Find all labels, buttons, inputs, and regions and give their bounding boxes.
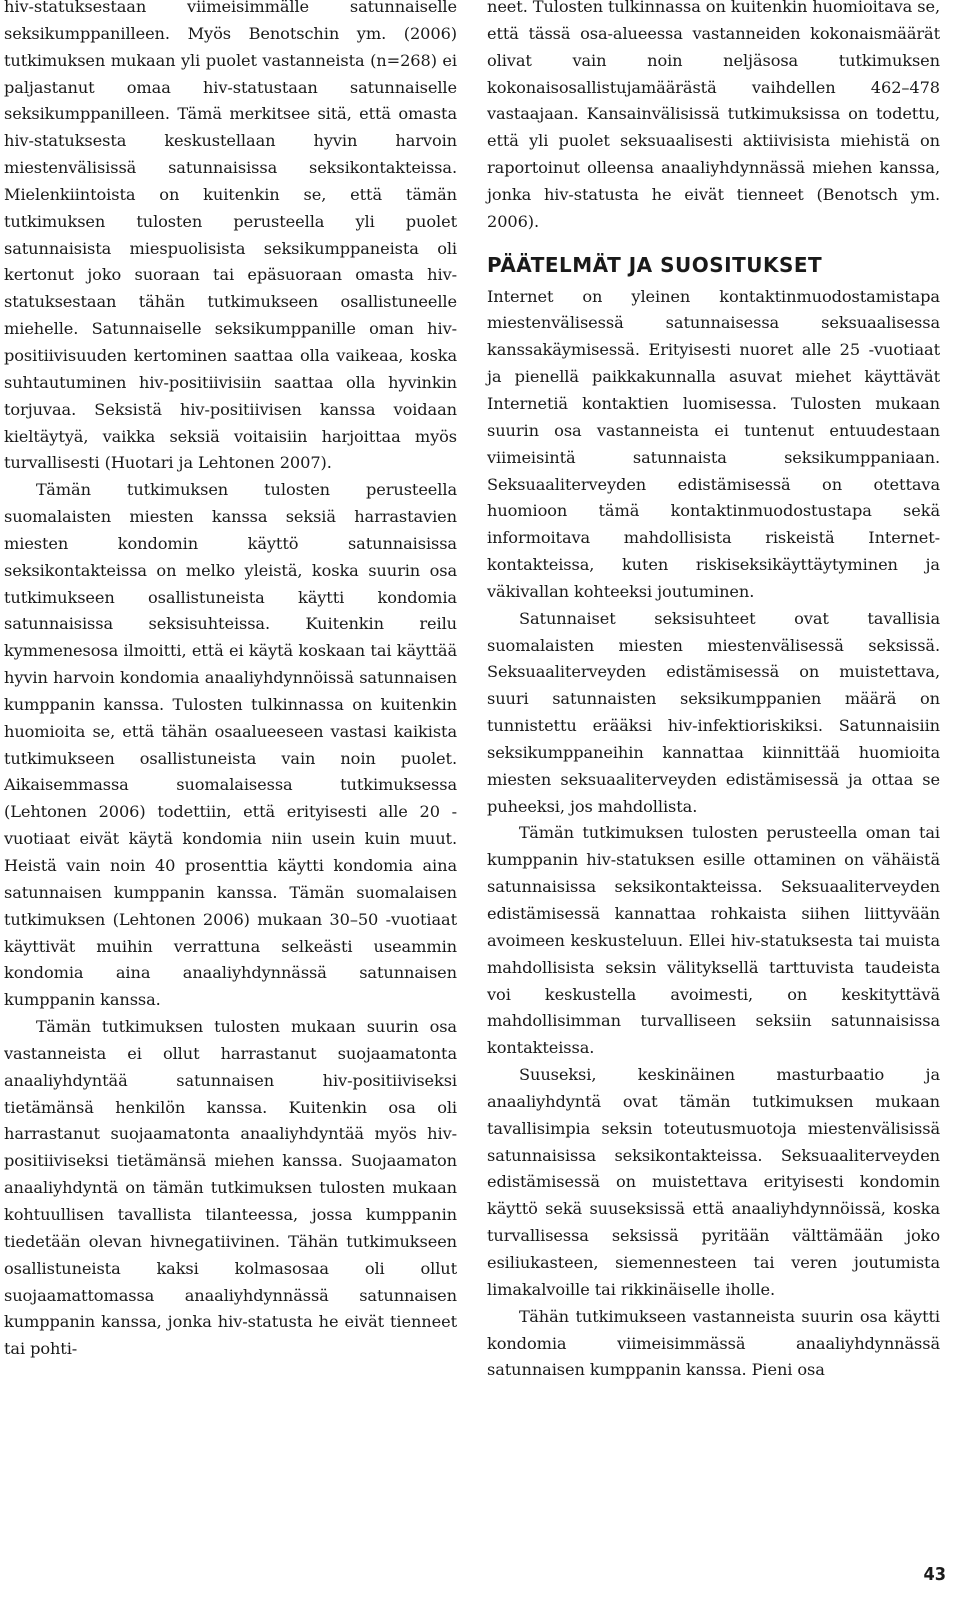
right-column bbox=[487, 0, 940, 1384]
body-paragraph: Tähän tutkimukseen vastanneista suurin osa käytti kondomia viimeisimmässä anaaliyhdynnässä satunnaisen kumppanin kanssa. Pieni osa bbox=[487, 1306, 940, 1380]
body-paragraph: Tämän tutkimuksen tulosten perusteella oman tai kumppanin hiv-statuksen esille ottaminen on vähäistä satunnaisissa seksikontakteissa. Seksuaaliterveyden edistämisessä kannattaa rohkaista siihen liittyvään avoimeen keskusteluun. Ellei hiv-statuksesta tai muista mahdollisista seksin välityksellä tarttuvista taudeista voi keskustella avoimesti, on keskityttävä mahdollisimman turvalliseen seksiin satunnaisissa kontakteissa. bbox=[487, 823, 940, 1058]
left-column bbox=[4, 0, 457, 1363]
body-paragraph: neet. Tulosten tulkinnassa on kuitenkin huomioitava se, että tässä osa-alueessa vastanneiden kokonaismäärät olivat vain noin neljäsosa tutkimuksen kokonaisosallistujamäärästä vaihdellen 462–478 vastaajaan. Kansainvälisissä tutkimuksissa on todettu, että yli puolet seksuaalisesti aktiivisista miehistä on raportoinut olleensa anaaliyhdynnässä miehen kanssa, jonka hiv-statusta he eivät tienneet (Benotsch ym. 2006). bbox=[487, 0, 940, 231]
body-paragraph: Internet on yleinen kontaktinmuodostamistapa miestenvälisessä satunnaisessa seksuaalisessa kanssakäymisessä. Erityisesti nuoret alle 25 -vuotiaat ja pienellä paikkakunnalla asuvat miehet käyttävät Internetiä kontaktien luomisessa. Tulosten mukaan suurin osa vastanneista ei tuntenut entuudestaan viimeisintä satunnaista seksikumppaniaan. Seksuaaliterveyden edistämisessä on otettava huomioon tämä kontaktinmuodostustapa sekä informoitava mahdollisista riskeistä Internet-kontakteissa, kuten riskiseksikäyttäytyminen ja väkivallan kohteeksi joutuminen. bbox=[487, 286, 940, 601]
body-paragraph: Tämän tutkimuksen tulosten mukaan suurin osa vastanneista ei ollut harrastanut suojaamatonta anaaliyhdyntää satunnaisen hiv-positiiviseksi tietämänsä henkilön kanssa. Kuitenkin osa oli harrastanut suojaamatonta anaaliyhdyntää myös hiv-positiiviseksi tietämänsä miehen kanssa. Suojaamaton anaaliyhdyntä on tämän tutkimuksen tulosten mukaan kohtuullisen tavallista tilanteessa, jossa kumppanin tiedetään olevan hivnegatiivinen. Tähän tutkimukseen osallistuneista kaksi kolmasosaa oli ollut suojaamattomassa anaaliyhdynnässä satunnaisen kumppanin kanssa, jonka hiv-statusta he eivät tienneet tai pohti- bbox=[4, 1017, 457, 1359]
page-number: 43 bbox=[923, 1564, 946, 1585]
body-paragraph: Suuseksi, keskinäinen masturbaatio ja anaaliyhdyntä ovat tämän tutkimuksen mukaan tavallisimpia seksin toteutusmuotoja miestenvälisissä satunnaisissa seksikontakteissa. Seksuaaliterveyden edistämisessä on muistettava erityisesti kondomin käyttö sekä suuseksissä että anaaliyhdynnöissä, koska turvallisessa seksissä pyritään välttämään joko esiliukasteen, siemennesteen tai veren joutumista limakalvoille tai rikkinäiselle iholle. bbox=[487, 1065, 940, 1299]
body-paragraph: hiv-statuksestaan viimeisimmälle satunnaiselle seksikumppanilleen. Myös Benotschin ym. (2006) tutkimuksen mukaan yli puolet vastanneista (n=268) ei paljastanut omaa hiv-statustaan satunnaiselle seksikumppanilleen. Tämä merkitsee sitä, että omasta hiv-statuksesta keskustellaan hyvin harvoin miestenvälisissä satunnaisissa seksikontakteissa. Mielenkiintoista on kuitenkin se, että tämän tutkimuksen tulosten perusteella yli puolet satunnaisista miespuolisista seksikumppaneista oli kertonut joko suoraan tai epäsuoraan omasta hiv-statuksestaan tähän tutkimukseen osallistuneelle miehelle. Satunnaiselle seksikumppanille oman hiv-positiivisuuden kertominen saattaa olla vaikeaa, koska suhtautuminen hiv-positiivisiin saattaa olla hyvinkin torjuvaa. Seksistä hiv-positiivisen kanssa voidaan kieltäytyä, vaikka seksiä voitaisiin harjoittaa myös turvallisesti (Huotari ja Lehtonen 2007). bbox=[4, 0, 457, 473]
body-paragraph: Satunnaiset seksisuhteet ovat tavallisia suomalaisten miesten miestenvälisessä seksissä. Seksuaaliterveyden edistämisessä on muistettava, suuri satunnaisten seksikumppanien määrä on tunnistettu erääksi hiv-infektioriskiksi. Satunnaisiin seksikumppaneihin kannattaa kiinnittää huomioita miesten seksuaaliterveyden edistämisessä ja ottaa se puheeksi, jos mahdollista. bbox=[487, 608, 940, 816]
body-paragraph: Tämän tutkimuksen tulosten perusteella suomalaisten miesten kanssa seksiä harrastavien miesten kondomin käyttö satunnaisissa seksikontakteissa on melko yleistä, koska suurin osa tutkimukseen osallistuneista käytti kondomia satunnaisissa seksisuhteissa. Kuitenkin reilu kymmenesosa ilmoitti, että ei käytä koskaan tai käyttää hyvin harvoin kondomia anaaliyhdynnöissä satunnaisen kumppanin kanssa. Tulosten tulkinnassa on kuitenkin huomioita se, että tähän osaalueeseen vastasi kaikista tutkimukseen osallistuneista vain noin puolet. Aikaisemmassa suomalaisessa tutkimuksessa (Lehtonen 2006) todettiin, että erityisesti alle 20 -vuotiaat eivät käytä kondomia niin usein kuin muut. Heistä vain noin 40 prosenttia käytti kondomia aina satunnaisen kumppanin kanssa. Tämän suomalaisen tutkimuksen (Lehtonen 2006) mukaan 30–50 -vuotiaat käyttivät muihin verrattuna selkeästi useammin kondomia aina anaaliyhdynnässä satunnaisen kumppanin kanssa. bbox=[4, 480, 457, 1010]
section-heading: PÄÄTELMÄT JA SUOSITUKSET bbox=[487, 252, 823, 277]
